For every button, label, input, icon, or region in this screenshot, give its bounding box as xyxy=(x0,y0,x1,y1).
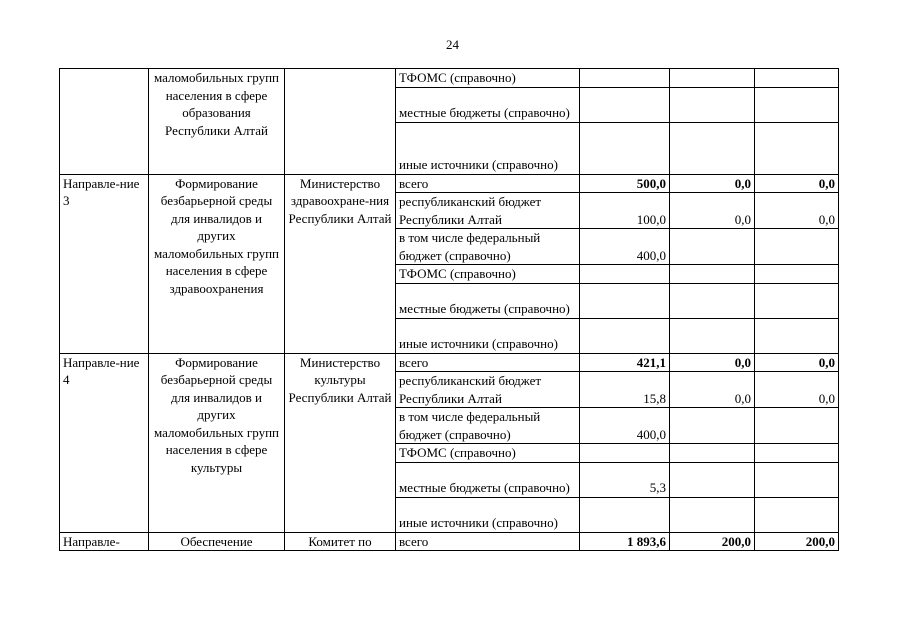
amount-cell-year-1: 100,0 xyxy=(580,193,670,229)
funding-source-cell: иные источники (справочно) xyxy=(396,497,580,532)
funding-source-cell: ТФОМС (справочно) xyxy=(396,265,580,284)
amount-cell-year-3 xyxy=(755,87,839,122)
amount-cell-year-1 xyxy=(580,69,670,88)
direction-cell xyxy=(60,69,149,175)
funding-source-cell: всего xyxy=(396,353,580,372)
amount-cell-year-2 xyxy=(670,265,755,284)
funding-source-cell: республиканский бюджет Республики Алтай xyxy=(396,193,580,229)
amount-cell-year-2: 0,0 xyxy=(670,174,755,193)
amount-cell-year-1 xyxy=(580,122,670,174)
amount-cell-year-1 xyxy=(580,283,670,318)
amount-cell-year-3 xyxy=(755,497,839,532)
executor-cell: Комитет по xyxy=(285,532,396,551)
measure-name-cell: Формирование безбарьерной среды для инвалидов и других маломобильных групп населения в сфере здравоохранения xyxy=(149,174,285,353)
amount-cell-year-3: 0,0 xyxy=(755,193,839,229)
amount-cell-year-3 xyxy=(755,265,839,284)
funding-source-cell: республиканский бюджет Республики Алтай xyxy=(396,372,580,408)
amount-cell-year-2 xyxy=(670,497,755,532)
executor-cell: Министерство здравоохране-ния Республики Алтай xyxy=(285,174,396,353)
amount-cell-year-3 xyxy=(755,283,839,318)
page-number: 24 xyxy=(446,37,459,52)
amount-cell-year-1: 15,8 xyxy=(580,372,670,408)
funding-source-cell: ТФОМС (справочно) xyxy=(396,444,580,463)
amount-cell-year-2: 0,0 xyxy=(670,372,755,408)
budget-table xyxy=(59,68,839,551)
funding-source-cell: иные источники (справочно) xyxy=(396,318,580,353)
table-row xyxy=(60,174,839,193)
amount-cell-year-2 xyxy=(670,444,755,463)
amount-cell-year-3: 0,0 xyxy=(755,372,839,408)
amount-cell-year-3 xyxy=(755,122,839,174)
amount-cell-year-2 xyxy=(670,462,755,497)
funding-source-cell: местные бюджеты (справочно) xyxy=(396,87,580,122)
amount-cell-year-1 xyxy=(580,444,670,463)
funding-source-cell: в том числе федеральный бюджет (справочно) xyxy=(396,229,580,265)
measure-name-cell: маломобильных групп населения в сфере образования Республики Алтай xyxy=(149,69,285,175)
amount-cell-year-2 xyxy=(670,408,755,444)
executor-cell: Министерство культуры Республики Алтай xyxy=(285,353,396,532)
amount-cell-year-1 xyxy=(580,318,670,353)
amount-cell-year-2 xyxy=(670,87,755,122)
amount-cell-year-2 xyxy=(670,229,755,265)
amount-cell-year-1: 400,0 xyxy=(580,408,670,444)
amount-cell-year-2: 0,0 xyxy=(670,353,755,372)
amount-cell-year-2 xyxy=(670,318,755,353)
amount-cell-year-1: 500,0 xyxy=(580,174,670,193)
amount-cell-year-2 xyxy=(670,69,755,88)
measure-name-cell: Формирование безбарьерной среды для инвалидов и других маломобильных групп населения в сфере культуры xyxy=(149,353,285,532)
funding-source-cell: в том числе федеральный бюджет (справочно) xyxy=(396,408,580,444)
amount-cell-year-3 xyxy=(755,462,839,497)
funding-source-cell: ТФОМС (справочно) xyxy=(396,69,580,88)
funding-source-cell: всего xyxy=(396,174,580,193)
amount-cell-year-3 xyxy=(755,69,839,88)
amount-cell-year-1: 5,3 xyxy=(580,462,670,497)
amount-cell-year-1: 1 893,6 xyxy=(580,532,670,551)
table-row xyxy=(60,69,839,88)
amount-cell-year-2: 0,0 xyxy=(670,193,755,229)
funding-source-cell: всего xyxy=(396,532,580,551)
amount-cell-year-3: 0,0 xyxy=(755,174,839,193)
table-row xyxy=(60,353,839,372)
amount-cell-year-3 xyxy=(755,444,839,463)
budget-table-body xyxy=(60,69,839,551)
amount-cell-year-1 xyxy=(580,265,670,284)
table-row xyxy=(60,532,839,551)
amount-cell-year-3: 200,0 xyxy=(755,532,839,551)
amount-cell-year-1 xyxy=(580,497,670,532)
direction-cell: Направле-ние 3 xyxy=(60,174,149,353)
amount-cell-year-2 xyxy=(670,122,755,174)
amount-cell-year-1: 400,0 xyxy=(580,229,670,265)
executor-cell xyxy=(285,69,396,175)
amount-cell-year-1 xyxy=(580,87,670,122)
amount-cell-year-3 xyxy=(755,318,839,353)
amount-cell-year-2: 200,0 xyxy=(670,532,755,551)
funding-source-cell: местные бюджеты (справочно) xyxy=(396,462,580,497)
amount-cell-year-3 xyxy=(755,229,839,265)
amount-cell-year-2 xyxy=(670,283,755,318)
direction-cell: Направле-ние 4 xyxy=(60,353,149,532)
amount-cell-year-3: 0,0 xyxy=(755,353,839,372)
funding-source-cell: местные бюджеты (справочно) xyxy=(396,283,580,318)
funding-source-cell: иные источники (справочно) xyxy=(396,122,580,174)
amount-cell-year-1: 421,1 xyxy=(580,353,670,372)
amount-cell-year-3 xyxy=(755,408,839,444)
direction-cell: Направле- xyxy=(60,532,149,551)
measure-name-cell: Обеспечение xyxy=(149,532,285,551)
